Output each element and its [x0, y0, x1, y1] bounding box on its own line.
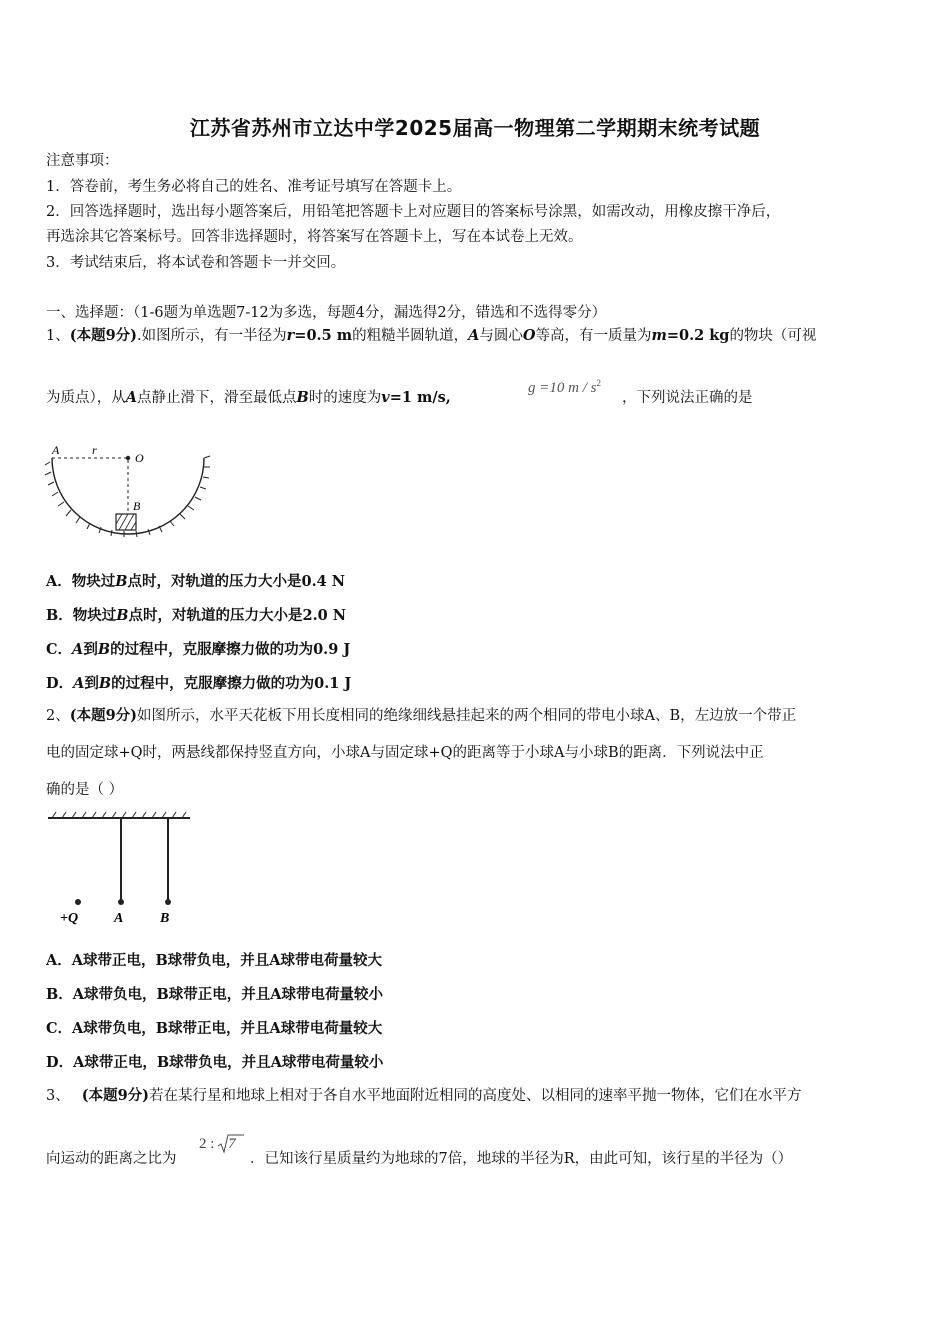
option-letter: C．	[46, 1020, 73, 1037]
q2-line-1	[46, 706, 796, 726]
option-text: A球带正电，B球带负电，并且A球带电荷量较小	[73, 1054, 384, 1071]
option-text: 到	[84, 675, 99, 692]
q2-label-a: A	[114, 911, 124, 926]
page-title: 江苏省苏州市立达中学2025届高一物理第二学期期末统考试题	[189, 116, 761, 140]
option-letter: C．	[46, 641, 73, 658]
q1-var-a: A	[125, 389, 138, 406]
q1-var-m: m	[651, 327, 667, 344]
option-letter: A．	[46, 952, 72, 969]
option-text: 物块过	[72, 607, 117, 624]
option-letter: D．	[46, 1054, 74, 1071]
notice-item-3: 3．考试结束后，将本试卷和答题卡一并交回。	[46, 255, 346, 271]
option-letter: B．	[46, 986, 73, 1003]
q1-formula-sup: 2	[596, 378, 601, 388]
q2-option-a[interactable]	[46, 949, 382, 970]
q3-line-2-end: ．已知该行星质量约为地球的7倍，地球的半径为R，由此可知，该行星的半径为（）	[250, 1151, 793, 1167]
option-text: 点时，对轨道的压力大小是	[128, 607, 303, 624]
q1-label-a: A	[52, 443, 60, 457]
q1-line-2	[46, 388, 451, 408]
q1-var-o: O	[522, 327, 536, 344]
q3-score: (本题9分)	[81, 1087, 150, 1104]
q1-text: 点静止滑下，滑至最低点	[137, 390, 297, 406]
option-value: 0.1 J	[314, 675, 352, 692]
q1-text: 的物块（可视	[729, 328, 817, 344]
q1-label-b: B	[133, 499, 141, 513]
q2-line-3: 确的是（ ）	[46, 782, 124, 798]
q1-text: 等高，有一质量为	[535, 328, 652, 344]
q1-formula-g	[528, 378, 601, 397]
q2-option-d[interactable]	[46, 1051, 383, 1072]
q3-number: 3、	[46, 1088, 70, 1104]
q1-text: 时的速度为	[308, 390, 382, 406]
option-value: 0.4 N	[301, 573, 346, 590]
option-text: A球带负电，B球带正电，并且A球带电荷量较小	[72, 986, 384, 1003]
q1-var-v: v	[381, 389, 390, 406]
option-text: 点时，对轨道的压力大小是	[127, 573, 302, 590]
q1-var-b: B	[296, 389, 309, 406]
option-var: A	[72, 641, 84, 658]
q1-var-r: r	[286, 327, 295, 344]
option-text: A球带负电，B球带正电，并且A球带电荷量较大	[72, 1020, 383, 1037]
q2-option-c[interactable]	[46, 1017, 382, 1038]
q3-ratio	[199, 1136, 236, 1153]
option-var: A	[73, 675, 85, 692]
option-var: B	[116, 607, 129, 624]
notice-item-2: 2．回答选择题时，选出每小题答案后，用铅笔把答题卡上对应题目的答案标号涂黑，如需改动，用橡皮擦干净后，	[46, 204, 781, 220]
option-letter: B．	[46, 607, 73, 624]
q3-ratio-num: 2 :	[199, 1136, 215, 1152]
q1-line-1	[46, 326, 816, 346]
q2-text: 如图所示，水平天花板下用长度相同的绝缘细线悬挂起来的两个相同的带电小球A、B，左边放一个带正	[137, 708, 797, 724]
q1-formula-text: g =10 m / s	[528, 380, 597, 396]
option-text: 的过程中，克服摩擦力做的功为	[110, 641, 314, 658]
option-var: B	[98, 675, 112, 692]
q2-label-q: +Q	[60, 911, 79, 926]
q3-text: 若在某行星和地球上相对于各自水平地面附近相同的高度处、以相同的速率平抛一物体，它们在水平方	[149, 1088, 802, 1104]
q1-text: 为质点），从	[46, 390, 126, 406]
q2-option-b[interactable]	[46, 983, 383, 1004]
q1-text: 的粗糙半圆轨道，	[352, 328, 469, 344]
q1-option-d[interactable]	[46, 672, 351, 693]
q2-ball-a	[118, 899, 124, 905]
q2-line-2: 电的固定球+Q时，两悬线都保持竖直方向，小球A与固定球+Q的距离等于小球A与小球B的距离．下列说法中正	[46, 745, 764, 761]
option-value: 0.9 J	[313, 641, 351, 658]
q1-number: 1、	[46, 328, 70, 344]
q3-sqrt-sign	[218, 1134, 244, 1154]
q3-ratio-radicand: 7	[228, 1136, 236, 1152]
q3-line-1	[46, 1086, 802, 1106]
q2-label-b: B	[160, 911, 170, 926]
option-var: B	[97, 641, 111, 658]
q1-text: 与圆心	[479, 328, 523, 344]
q1-score: (本题9分)	[69, 327, 138, 344]
q1-label-o: O	[135, 451, 144, 465]
q1-val-r: =0.5 m	[294, 327, 353, 344]
q1-option-b[interactable]	[46, 604, 346, 625]
q3-line-2-start: 向运动的距离之比为	[46, 1151, 177, 1167]
q2-ball-q	[75, 899, 81, 905]
q3-sqrt	[218, 1136, 236, 1153]
q2-ball-b	[165, 899, 171, 905]
option-text: A球带正电，B球带负电，并且A球带电荷量较大	[71, 952, 383, 969]
q1-text: .如图所示，有一半径为	[137, 328, 287, 344]
option-text: 到	[83, 641, 98, 658]
q2-figure	[48, 810, 198, 930]
q1-option-c[interactable]	[46, 638, 350, 659]
q1-center-point	[126, 456, 130, 460]
notice-heading: 注意事项：	[46, 153, 119, 169]
q1-line-2-end: ，下列说法正确的是	[622, 390, 753, 406]
q1-val-m: =0.2 kg	[666, 327, 730, 344]
q1-figure	[40, 440, 215, 540]
q1-val-v: =1 m/s,	[389, 389, 451, 406]
notice-item-2-cont: 再选涂其它答案标号。回答非选择题时，将答案写在答题卡上，写在本试卷上无效。	[46, 229, 583, 245]
option-var: B	[115, 573, 128, 590]
notice-item-1: 1．答卷前，考生务必将自己的姓名、准考证号填写在答题卡上。	[46, 179, 462, 195]
q2-score: (本题9分)	[69, 707, 138, 724]
section-heading: 一、选择题：（1-6题为单选题7-12为多选，每题4分，漏选得2分，错选和不选得零分）	[46, 305, 607, 321]
option-letter: A．	[46, 573, 72, 590]
q2-number: 2、	[46, 708, 70, 724]
q1-option-a[interactable]	[46, 570, 345, 591]
option-text: 的过程中，克服摩擦力做的功为	[111, 675, 315, 692]
option-letter: D．	[46, 675, 74, 692]
q1-label-r: r	[92, 443, 97, 457]
option-text: 物块过	[71, 573, 116, 590]
q1-var-a: A	[468, 327, 480, 344]
option-value: 2.0 N	[302, 607, 347, 624]
